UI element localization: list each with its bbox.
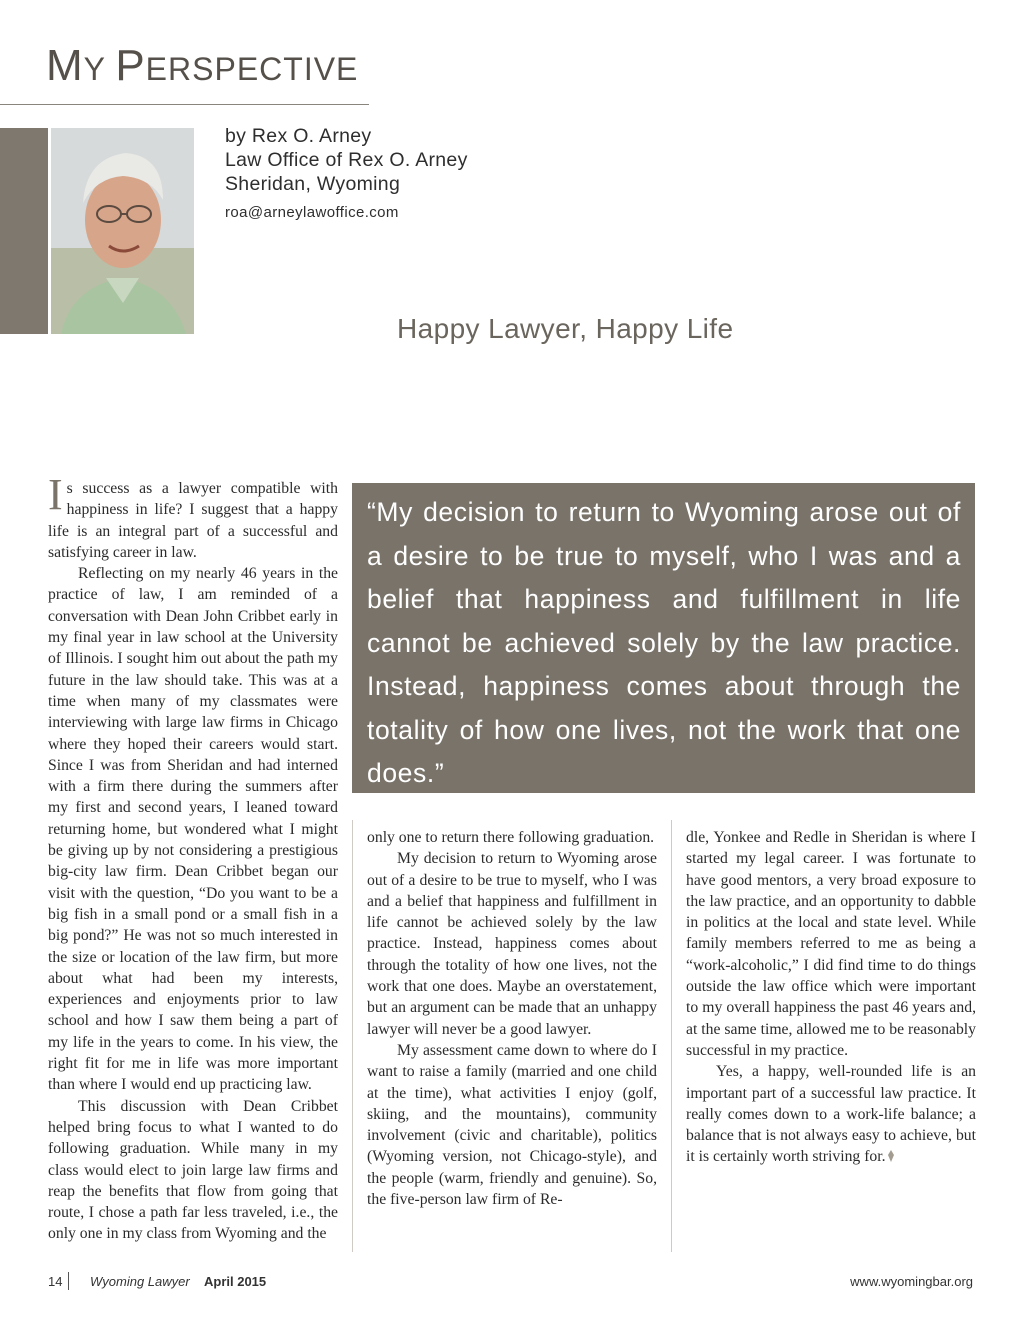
author-email[interactable]: roa@arneylawoffice.com: [225, 204, 399, 221]
website-link[interactable]: www.wyomingbar.org: [850, 1274, 973, 1289]
author-byline: [225, 124, 468, 223]
article-paragraph: dle, Yonkee and Redle in Sheridan is where I started my legal career. I was fortunate to have good mentors, a very broad exposure to the law practice, and an opportunity to dabble in politics at the local and state level. While family members referred to me as being a “work-alcoholic,” I did find time to do things outside the law office which were important to my overall happiness the past 46 years and, at the same time, allowed me to be reasonably successful in my practice.: [686, 829, 976, 1059]
author-office: Law Office of Rex O. Arney: [225, 149, 468, 171]
publication-name: Wyoming Lawyer: [90, 1274, 190, 1289]
section-title: MY PERSPECTIVE: [46, 41, 359, 90]
article-headline: Happy Lawyer, Happy Life: [397, 313, 734, 344]
article-paragraph: This discussion with Dean Cribbet helped bring focus to what I wanted to do following graduation. While many in my class would elect to join large law firms and reap the benefits that flow from going that route, I chose a path far less traveled, i.e., the only one in my class from Wyoming and the: [48, 1097, 338, 1243]
author-photo: [51, 128, 194, 334]
author-location: Sheridan, Wyoming: [225, 173, 401, 195]
article-paragraph: Reflecting on my nearly 46 years in the practice of law, I am reminded of a conversation with Dean John Cribbet early in my final year in law school at the University of Illinois. I sought him out about the path my future in the law should take. This was at a time when many of my classmates were interviewing with large law firms in Chicago where they hoped their careers would start. Since I was from Sheridan and had interned with a firm there during the summers after my first and second years, I leaned toward returning home, but wondered what I might be giving up by not considering a prestigious big-city law firm. Dean Cribbet began our visit with the question, “Do you want to be a big fish in a small pond or a small fish in a big pond?” He was not so much interested in the size or location of the law firm, but more about what had been my interests, experiences and enjoyments prior to law school and how I saw them being a part of my life in the years to come. In his view, the right fit for me in life was more important than where I would end up practicing law.: [48, 565, 338, 1094]
column-divider: [671, 820, 672, 1252]
article-column-2: [367, 827, 657, 1210]
end-mark-icon: [886, 1149, 896, 1163]
article-paragraph: My assessment came down to where do I want to raise a family (married and one child at the time), what activities I enjoy (golf, skiing, and the mountains), community involvement (civic and charitable), politics (Wyoming version, not Chicago-style), and the people (warm, friendly and genuine). So, the five-person law firm of Re-: [367, 1041, 657, 1209]
page-footer: [48, 1274, 973, 1294]
pull-quote: “My decision to return to Wyoming arose out of a desire to be true to myself, who I was and a belief that happiness and fulfillment in life cannot be achieved solely by the law practice. Instead, happiness comes about through the totality of how one lives, not the work that one does.”: [352, 483, 975, 793]
title-divider: [0, 104, 369, 105]
article-paragraph: Is success as a lawyer compatible with happiness in life? I suggest that a happy life is an integral part of a successful and satisfying career in law.: [48, 470, 338, 561]
article-column-1: [48, 470, 338, 1245]
drop-cap: I: [48, 470, 63, 519]
column-divider: [352, 820, 353, 1252]
article-paragraph: Yes, a happy, well-rounded life is an important part of a successful law practice. It really comes down to a work-life balance; a balance that is not always easy to achieve, but it is certainly worth striving for.: [686, 1063, 976, 1166]
accent-bar: [0, 128, 48, 334]
article-column-3: [686, 827, 976, 1168]
footer-separator: [68, 1272, 69, 1290]
page-number: 14: [48, 1274, 63, 1289]
author-portrait-image: [51, 128, 194, 334]
article-paragraph: My decision to return to Wyoming arose out of a desire to be true to myself, who I was and a belief that happiness and fulfillment in life cannot be achieved solely by the law practice. Instead, happiness comes about through the totality of how one lives, not the work that one does. Maybe an overstatement, but an argument can be made that an unhappy lawyer will never be a good lawyer.: [367, 850, 657, 1038]
article-paragraph: only one to return there following graduation.: [367, 829, 655, 846]
author-name: by Rex O. Arney: [225, 125, 372, 147]
issue-date: April 2015: [204, 1274, 267, 1289]
